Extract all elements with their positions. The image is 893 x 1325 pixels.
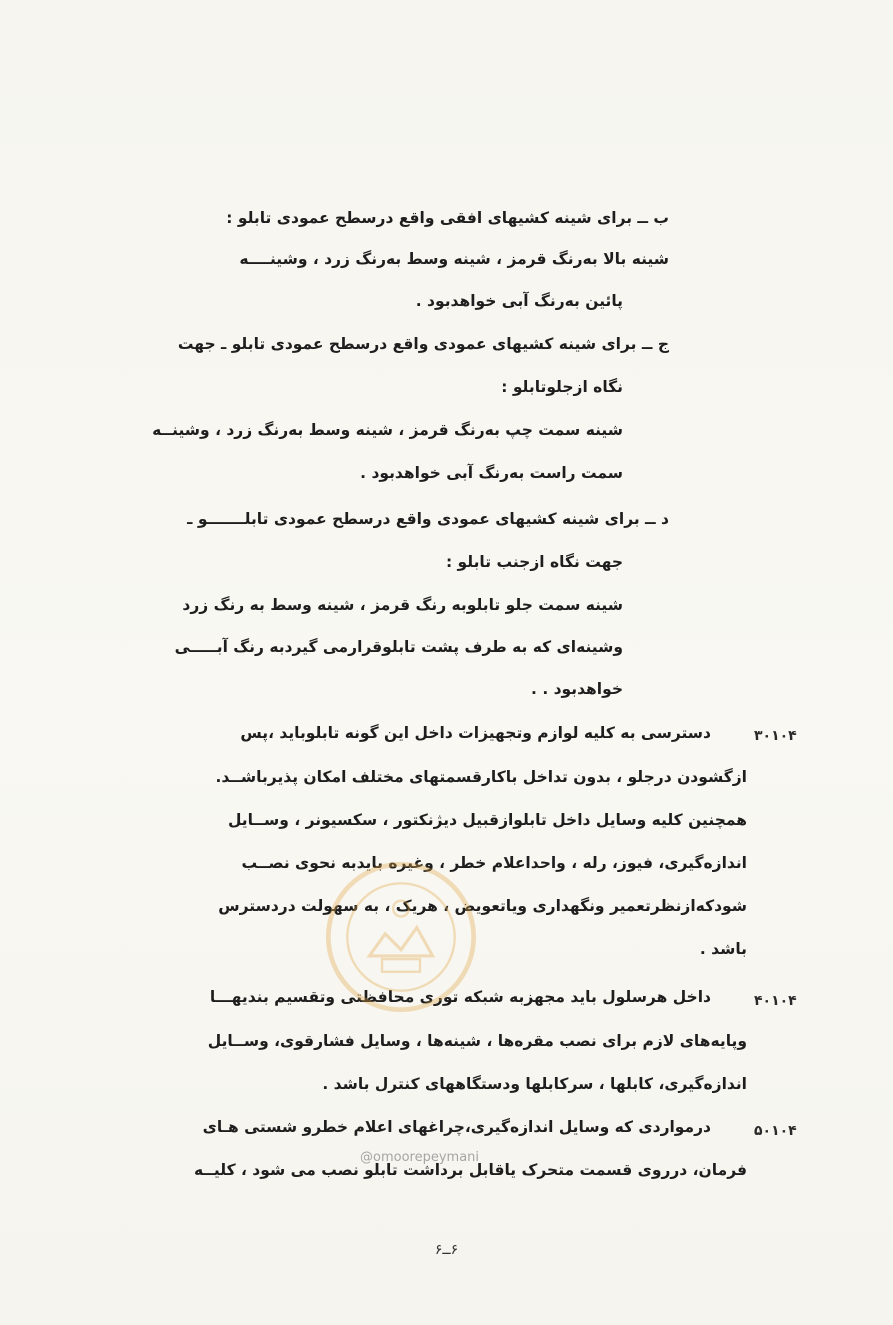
text-line: درمواردی که وسایل اندازه‌گیری،چراغهای اعلام خطرو شستی هـای: [202, 1118, 711, 1136]
text-line: وپایه‌های لازم برای نصب مقره‌ها ، شینه‌ها ، وسایل فشارقوی، وســایل: [207, 1032, 747, 1050]
text-line: شینه سمت چپ بەرنگ قرمز ، شینه وسط بەرنگ زرد ، وشینــه: [152, 421, 623, 439]
text-line: جهت نگاه ازجنب تابلو :: [445, 553, 623, 571]
text-line: اندازه‌گیری، کابلها ، سرکابلها ودستگاههای کنترل باشد .: [322, 1075, 747, 1093]
text-line: نگاه ازجلوتابلو :: [501, 378, 623, 396]
text-line: ازگشودن درجلو ، بدون تداخل باکارقسمتهای مختلف امکان پذیرباشــد.: [215, 768, 747, 786]
section-number: ۴۰۱۰۴: [754, 993, 797, 1009]
text-line: همچنین کلیه وسایل داخل تابلوازقبیل دیژنکتور ، سکسیونر ، وســایل: [227, 811, 747, 829]
watermark-text: @omoorepeymani: [360, 1150, 480, 1165]
text-line: شودکه‌ازنظرتعمیر ونگهداری ویاتعویض ، هریک ، به سهولت دردسترس: [218, 897, 747, 915]
text-line: داخل هرسلول باید مجهزبه شبکه توری محافظتی وتقسیم بندیهـــا: [209, 988, 711, 1006]
section-number: ۵۰۱۰۴: [754, 1123, 797, 1139]
text-line: دسترسی به کلیه لوازم وتجهیزات داخل این گونه تابلوباید ،پس: [240, 724, 711, 742]
text-line: سمت راست بەرنگ آبی خواهدبود .: [360, 464, 623, 482]
text-line: خواهدبود . .: [531, 680, 623, 698]
text-line: فرمان، درروی قسمت متحرک یاقابل برداشت تابلو نصب می شود ، کلیــه: [193, 1161, 747, 1179]
text-line: ج ــ برای شینه کشیهای عمودی واقع درسطح عمودی تابلو ـ جهت: [177, 335, 669, 353]
text-line: ب ــ برای شینه کشیهای افقی واقع درسطح عمودی تابلو :: [226, 209, 669, 227]
text-line: اندازه‌گیری، فیوز، رله ، واحداعلام خطر ، وغیره بایدبه نحوی نصــب: [241, 854, 747, 872]
text-line: د ــ برای شینه کشیهای عمودی واقع درسطح عمودی تابلـــــــو ـ: [187, 510, 669, 528]
section-number: ۳۰۱۰۴: [754, 728, 797, 744]
page-number: ۶ــ۶: [434, 1242, 459, 1258]
text-line: پائین بەرنگ آبی خواهدبود .: [415, 292, 623, 310]
text-line: باشد .: [699, 940, 747, 958]
text-line: شینه سمت جلو تابلوبه رنگ قرمز ، شینه وسط به رنگ زرد: [182, 596, 623, 614]
text-line: وشینه‌ای که به طرف پشت تابلوقرارمی گیردبه رنگ آبـــــی: [174, 638, 623, 656]
watermark-seal-icon: [322, 858, 480, 1016]
text-line: شینه بالا بەرنگ قرمز ، شینه وسط بەرنگ زرد ، وشینــــه: [239, 250, 669, 268]
